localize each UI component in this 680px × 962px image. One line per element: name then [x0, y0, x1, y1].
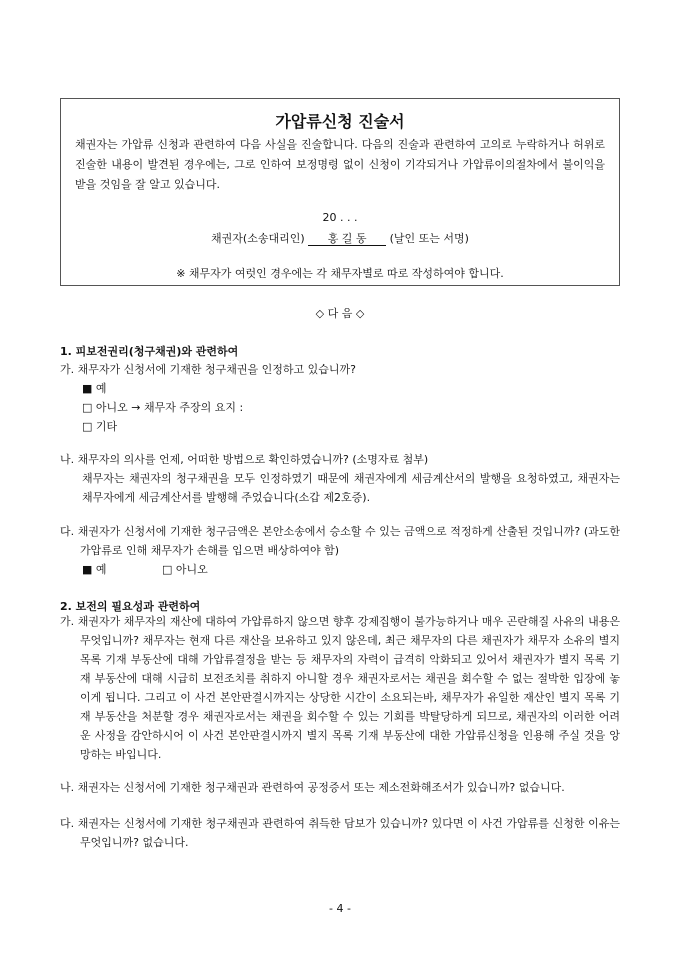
statement-intro: 채권자는 가압류 신청과 관련하여 다음 사실을 진술합니다. 다음의 진술과 관련하여 고의로 누락하거나 허위로 진술한 내용이 발견된 경우에는, 그로 인하여 보정명령 없이 신청이 기각되거나 가압류이의절차에서 불이익을 받을 것임을 잘 알고 있습니다.: [75, 138, 605, 191]
section1-qb-question: 나. 채무자의 의사를 언제, 어떠한 방법으로 확인하였습니까? (소명자료 첨부): [60, 453, 429, 466]
option-no: □ 아니오 → 채무자 주장의 요지 :: [82, 401, 244, 414]
statement-box: [60, 98, 620, 286]
section1-heading: 1. 피보전권리(청구채권)와 관련하여: [60, 345, 239, 358]
section1-qb-answer: 채무자는 채권자의 청구채권을 모두 인정하였기 때문에 채권자에게 세금계산서의 발행을 요청하였고, 채권자는 채무자에게 세금계산서를 발행해 주었습니다(소갑 제2호증).: [82, 472, 620, 504]
section2-qb: 나. 채권자는 신청서에 기재한 청구채권과 관련하여 공정증서 또는 제소전화해조서가 있습니까? 없습니다.: [60, 781, 565, 794]
section1-qc-question: 다. 채권자가 신청서에 기재한 청구금액은 본안소송에서 승소할 수 있는 금액으로 적정하게 산출된 것입니까? (과도한 가압류로 인해 채무자가 손해를 입으면 배상하여야 함): [60, 525, 620, 557]
option-yes-checked: ■ 예: [82, 382, 107, 395]
statement-note: ※ 채무자가 여럿인 경우에는 각 채무자별로 따로 작성하여야 합니다.: [176, 267, 504, 280]
signer-suffix: (날인 또는 서명): [389, 232, 469, 245]
signer-name: 홍 길 동: [308, 232, 386, 246]
statement-title: 가압류신청 진술서: [275, 112, 405, 131]
signature-line: [61, 230, 619, 246]
qc-option-no: □ 아니오: [162, 563, 208, 576]
signer-label: 채권자(소송대리인): [211, 232, 305, 245]
section2-heading: 2. 보전의 필요성과 관련하여: [60, 600, 201, 613]
page-number: - 4 -: [329, 902, 351, 915]
divider-heading: ◇ 다 음 ◇: [315, 307, 365, 320]
section2-qc: 다. 채권자는 신청서에 기재한 청구채권과 관련하여 취득한 담보가 있습니까? 있다면 이 사건 가압류를 신청한 이유는 무엇입니까? 없습니다.: [60, 817, 620, 849]
section1-qa-question: 가. 채무자가 신청서에 기재한 청구채권을 인정하고 있습니까?: [60, 363, 356, 376]
statement-date: 20 . . .: [322, 211, 358, 224]
option-other: □ 기타: [82, 420, 118, 433]
qc-option-yes-checked: ■ 예: [82, 563, 107, 576]
section2-qa: 가. 채권자가 채무자의 재산에 대하여 가압류하지 않으면 향후 강제집행이 불가능하거나 매우 곤란해질 사유의 내용은 무엇입니까? 채무자는 현재 다른 재산을 보유하고 있지 않은데, 최근 채무자의 다른 채권자가 채무자 소유의 별지 목록 기재 부동산에 대해 가압류결정을 받는 등 채무자의 자력이 급격히 악화되고 있어서 채권자가 별지 목록 기재 부동산에 대해 시급히 보전조치를 취하지 아니할 경우 채권자로서는 채권을 회수할 수 없는 절박한 입장에 놓이게 됩니다. 그리고 이 사건 본안판결시까지는 상당한 시간이 소요되는바, 채무자가 유일한 재산인 별지 목록 기재 부동산을 처분할 경우 채권자로서는 채권을 회수할 수 있는 기회를 박탈당하게 되므로, 채권자의 이러한 어려운 사정을 감안하시어 이 사건 본안판결시까지 별지 목록 기재 부동산에 대한 가압류신청을 인용해 주실 것을 앙망하는 바입니다.: [60, 615, 620, 761]
